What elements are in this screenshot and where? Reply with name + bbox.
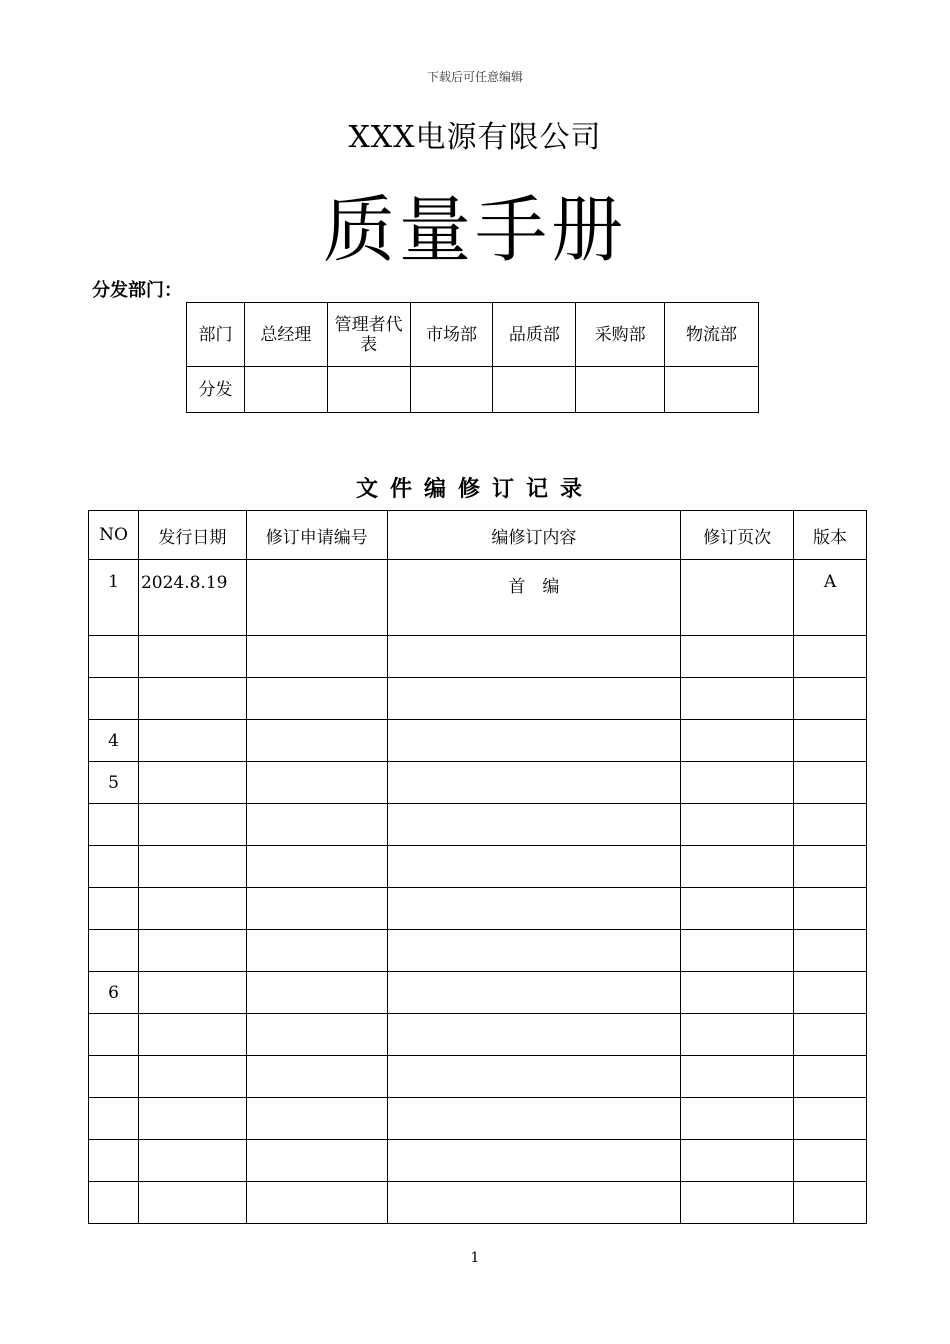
- dist-col-logistics: 物流部: [665, 303, 759, 367]
- cell-no: [89, 804, 139, 846]
- cell-version: [794, 636, 867, 678]
- cell-request-number: [246, 678, 387, 720]
- cell-request-number: [246, 1098, 387, 1140]
- revision-record-title: 文件编修订记录: [355, 477, 594, 502]
- cell-no: [89, 636, 139, 678]
- dist-col-quality: 品质部: [493, 303, 576, 367]
- cell-content: [387, 1140, 681, 1182]
- cell-content: [387, 762, 681, 804]
- table-row: [89, 1182, 867, 1224]
- table-row: [89, 720, 867, 762]
- cell-pages: [681, 678, 794, 720]
- table-row: [89, 636, 867, 678]
- col-issue-date: 发行日期: [138, 511, 246, 560]
- cell-pages: [681, 762, 794, 804]
- cell-issue-date: [138, 762, 246, 804]
- dist-cell: [410, 367, 493, 413]
- cell-issue-date: [138, 678, 246, 720]
- table-row: [89, 930, 867, 972]
- cell-content: [387, 636, 681, 678]
- table-row: [89, 678, 867, 720]
- cell-issue-date: [138, 804, 246, 846]
- cell-request-number: [246, 1056, 387, 1098]
- cell-content: [387, 804, 681, 846]
- cell-version: [794, 720, 867, 762]
- dist-cell: [493, 367, 576, 413]
- cell-version: [794, 1056, 867, 1098]
- cell-content: [387, 1182, 681, 1224]
- cell-issue-date: [138, 1182, 246, 1224]
- cell-content: 首 编: [387, 560, 681, 636]
- cell-issue-date: [138, 888, 246, 930]
- cell-content: [387, 846, 681, 888]
- cell-no: [89, 1140, 139, 1182]
- table-row: [89, 804, 867, 846]
- dist-col-purchasing: 采购部: [576, 303, 665, 367]
- cell-version: A: [794, 560, 867, 636]
- cell-pages: [681, 1014, 794, 1056]
- cell-version: [794, 1182, 867, 1224]
- cell-request-number: [246, 804, 387, 846]
- cell-content: [387, 972, 681, 1014]
- cell-content: [387, 1014, 681, 1056]
- cell-request-number: [246, 888, 387, 930]
- cell-no: 1: [89, 560, 139, 636]
- cell-issue-date: [138, 930, 246, 972]
- distribution-header-row: [187, 303, 759, 367]
- revision-header-row: [89, 511, 867, 560]
- cell-issue-date: [138, 972, 246, 1014]
- cell-request-number: [246, 930, 387, 972]
- cell-no: 4: [89, 720, 139, 762]
- cell-content: [387, 678, 681, 720]
- cell-version: [794, 1140, 867, 1182]
- header-note: 下载后可任意编辑: [426, 70, 523, 84]
- cell-content: [387, 1098, 681, 1140]
- table-row: [89, 846, 867, 888]
- cell-request-number: [246, 636, 387, 678]
- company-name: XXX电源有限公司: [348, 120, 602, 155]
- revision-table: [88, 510, 867, 1224]
- cell-content: [387, 1056, 681, 1098]
- cell-issue-date: [138, 1056, 246, 1098]
- cell-request-number: [246, 1014, 387, 1056]
- cell-no: [89, 1014, 139, 1056]
- cell-no: [89, 678, 139, 720]
- cell-no: [89, 1098, 139, 1140]
- table-row: [89, 1140, 867, 1182]
- table-row: [89, 888, 867, 930]
- cell-no: [89, 930, 139, 972]
- dist-cell: [576, 367, 665, 413]
- cell-pages: [681, 560, 794, 636]
- cell-pages: [681, 972, 794, 1014]
- dist-col-department: 部门: [187, 303, 245, 367]
- page-number: 1: [470, 1250, 480, 1266]
- cell-issue-date: [138, 636, 246, 678]
- cell-version: [794, 1098, 867, 1140]
- cell-request-number: [246, 720, 387, 762]
- distribution-table: [186, 302, 759, 413]
- cell-version: [794, 930, 867, 972]
- cell-version: [794, 1014, 867, 1056]
- cell-pages: [681, 1098, 794, 1140]
- cell-request-number: [246, 972, 387, 1014]
- cell-content: [387, 888, 681, 930]
- table-row: [89, 1014, 867, 1056]
- cell-issue-date: [138, 720, 246, 762]
- col-request-number: 修订申请编号: [246, 511, 387, 560]
- cell-pages: [681, 1140, 794, 1182]
- cell-request-number: [246, 846, 387, 888]
- cell-no: [89, 1182, 139, 1224]
- cell-no: 6: [89, 972, 139, 1014]
- table-row: [89, 560, 867, 636]
- col-content: 编修订内容: [387, 511, 681, 560]
- cell-version: [794, 846, 867, 888]
- distribution-row: [187, 367, 759, 413]
- dist-col-general-manager: 总经理: [244, 303, 327, 367]
- cell-pages: [681, 636, 794, 678]
- col-pages: 修订页次: [681, 511, 794, 560]
- cell-no: [89, 846, 139, 888]
- cell-version: [794, 972, 867, 1014]
- cell-request-number: [246, 762, 387, 804]
- table-row: [89, 1056, 867, 1098]
- dist-cell: [665, 367, 759, 413]
- cell-version: [794, 888, 867, 930]
- cell-no: [89, 888, 139, 930]
- cell-issue-date: [138, 1140, 246, 1182]
- cell-no: 5: [89, 762, 139, 804]
- cell-request-number: [246, 1182, 387, 1224]
- cell-version: [794, 762, 867, 804]
- dist-cell: [244, 367, 327, 413]
- dist-cell: [327, 367, 410, 413]
- cell-request-number: [246, 560, 387, 636]
- cell-version: [794, 678, 867, 720]
- cell-issue-date: [138, 1014, 246, 1056]
- dist-row-label: 分发: [187, 367, 245, 413]
- table-row: [89, 972, 867, 1014]
- manual-title: 质量手册: [322, 188, 627, 272]
- distribution-label: 分发部门：: [92, 280, 182, 301]
- cell-request-number: [246, 1140, 387, 1182]
- cell-issue-date: [138, 846, 246, 888]
- dist-col-management-rep: 管理者代表: [327, 303, 410, 367]
- cell-pages: [681, 846, 794, 888]
- cell-issue-date: 2024.8.19: [138, 560, 246, 636]
- cell-pages: [681, 1182, 794, 1224]
- table-row: [89, 762, 867, 804]
- cell-pages: [681, 888, 794, 930]
- table-row: [89, 1098, 867, 1140]
- cell-no: [89, 1056, 139, 1098]
- cell-pages: [681, 1056, 794, 1098]
- cell-content: [387, 720, 681, 762]
- cell-pages: [681, 804, 794, 846]
- cell-content: [387, 930, 681, 972]
- col-version: 版本: [794, 511, 867, 560]
- cell-pages: [681, 930, 794, 972]
- cell-pages: [681, 720, 794, 762]
- dist-col-marketing: 市场部: [410, 303, 493, 367]
- cell-version: [794, 804, 867, 846]
- cell-issue-date: [138, 1098, 246, 1140]
- col-no: NO: [89, 511, 139, 560]
